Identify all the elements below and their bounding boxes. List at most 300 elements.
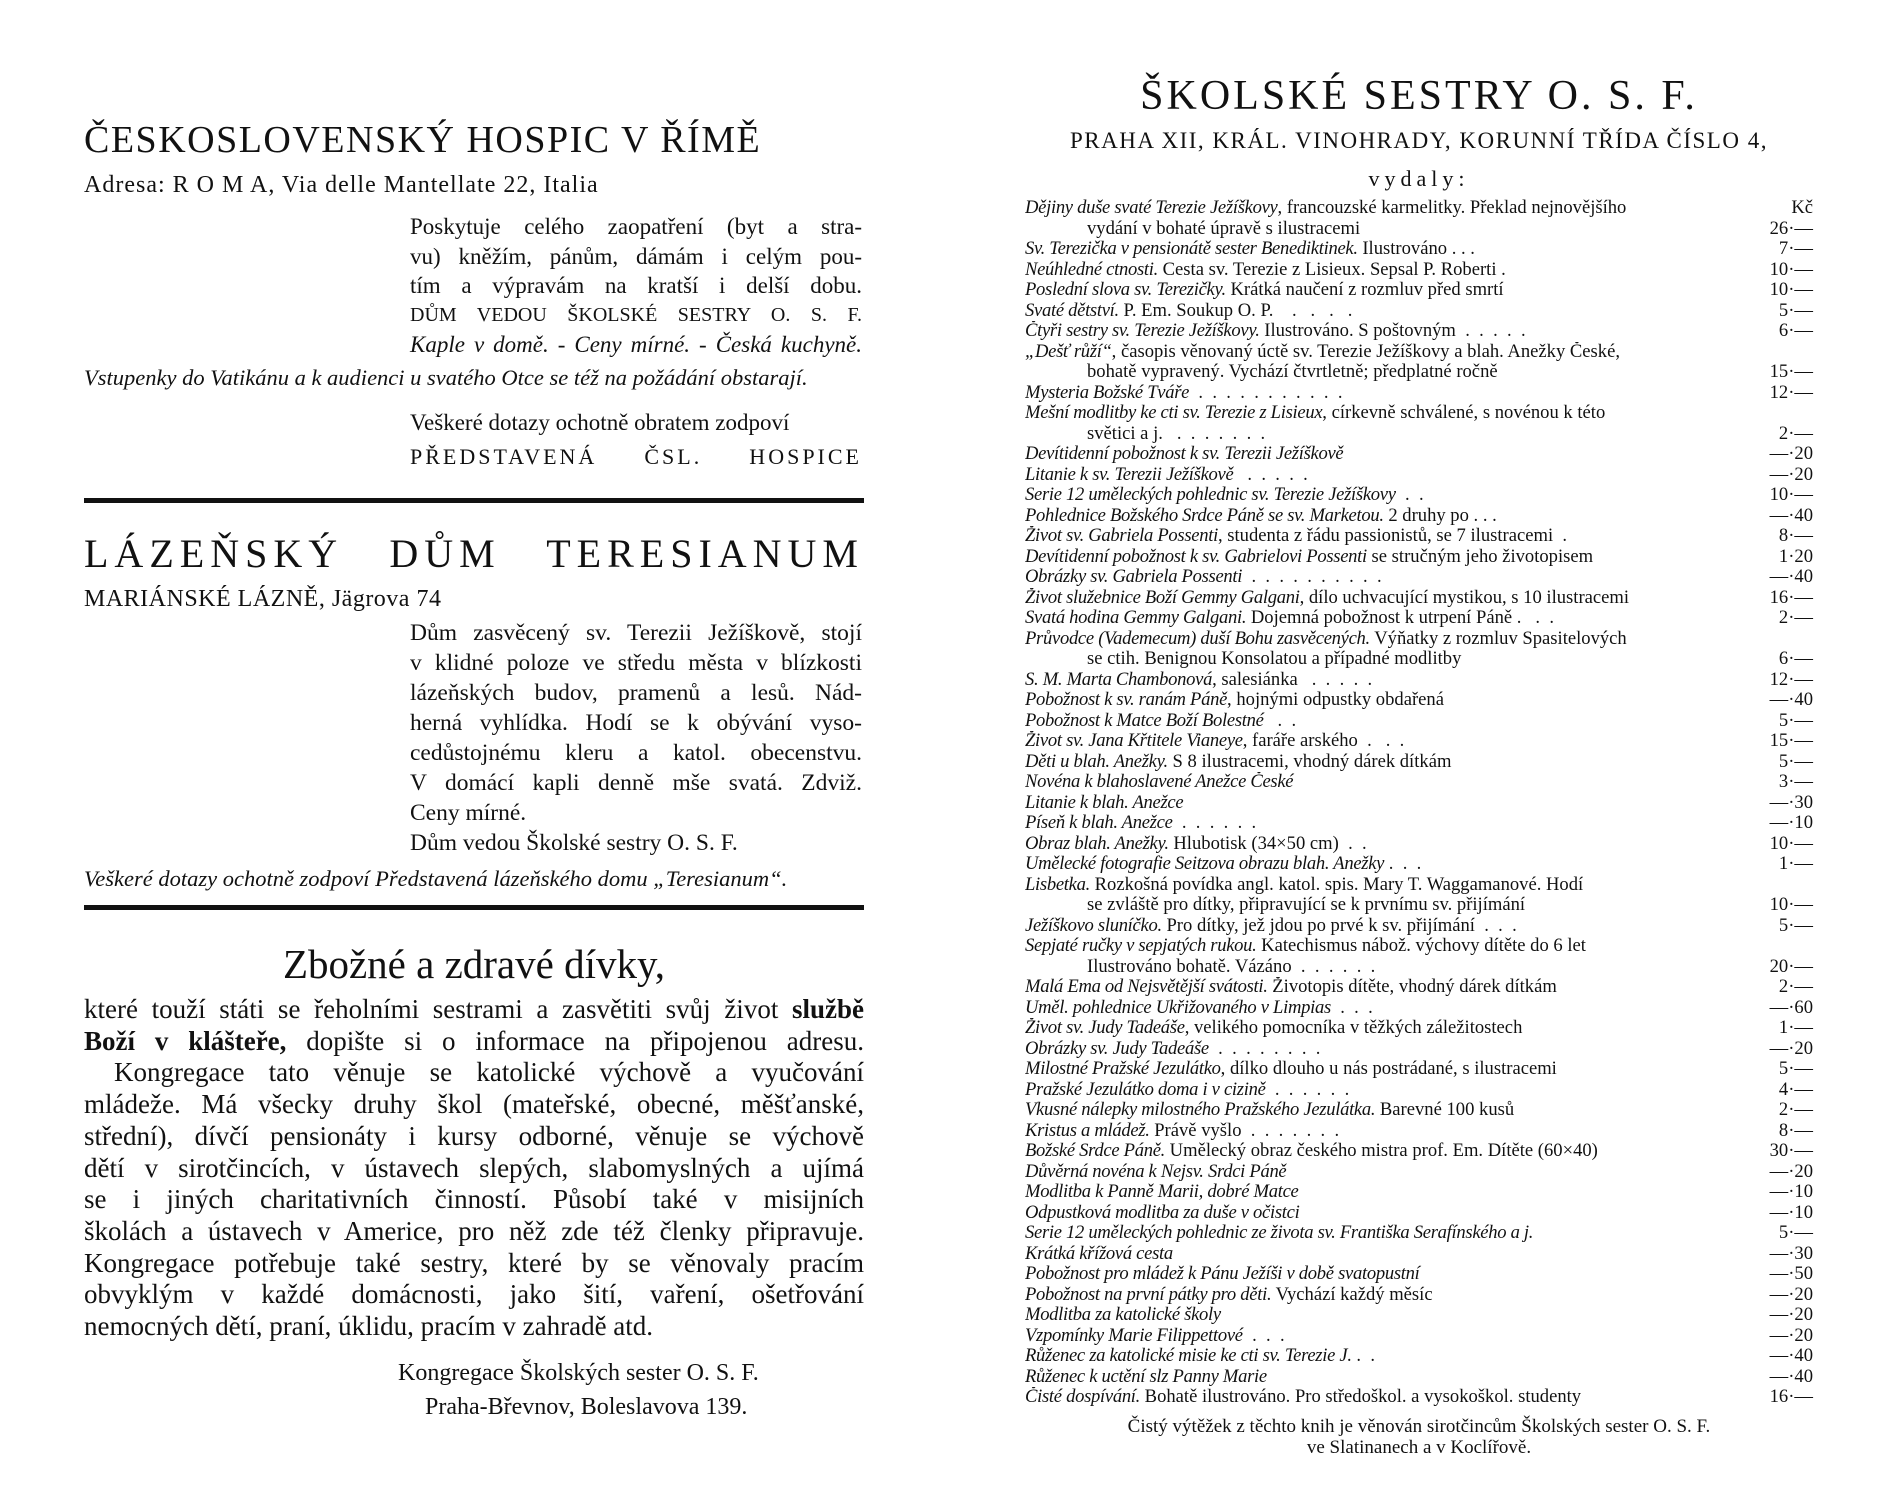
item-title: Mešní modlitby ke cti sv. Terezie z Lisieux [1025, 403, 1323, 423]
item-text: Ilustrováno bohatě. Vázáno . . . . . . [1087, 956, 1376, 977]
item-text [1025, 280, 1765, 301]
item-text [1025, 1182, 1765, 1203]
item-text [1025, 1203, 1765, 1224]
item-description: Hlubotisk (34×50 cm) . . [1168, 833, 1367, 854]
item-description: , dílko dlouho u nás postrádané, s ilustracemi [1220, 1059, 1557, 1079]
item-text [1025, 506, 1765, 527]
list-item-continuation [1025, 957, 1813, 978]
list-item [1025, 506, 1813, 527]
girls-signature-1: Kongregace Školských sester O. S. F. [398, 1360, 759, 1386]
item-price: 3·— [1778, 771, 1813, 792]
item-title: Devítidenní pobožnost k sv. Gabrielovi Possenti [1025, 546, 1367, 567]
item-title: Sv. Terezička v pensionátě sester Benediktinek. [1025, 239, 1358, 259]
proceeds-note [1025, 1416, 1813, 1458]
item-description: , salesiánka . . . . . [1212, 669, 1373, 690]
item-text [1025, 936, 1765, 957]
item-title: Děti u blah. Anežky. [1025, 751, 1168, 772]
item-title: Sepjaté ručky v sepjatých rukou. [1025, 936, 1257, 956]
text-line: tím a výpravám na kratší i delší dobu. [410, 273, 862, 298]
list-item-continuation [1025, 219, 1813, 240]
list-item [1025, 1223, 1813, 1244]
item-price: —·10 [1769, 812, 1813, 833]
publisher-address: PRAHA XII, KRÁL. VINOHRADY, KORUNNÍ TŘÍDA ČÍSLO 4, [1070, 128, 1768, 153]
item-title: Obrázky sv. Judy Tadeáše [1025, 1038, 1209, 1059]
list-item [1025, 1387, 1813, 1408]
item-price: —·40 [1769, 1345, 1813, 1366]
item-price: 30·— [1769, 1140, 1813, 1161]
hospic-address: Adresa: R O M A, Via delle Mantellate 22, Italia [84, 172, 599, 198]
emphasis: Boží v klášteře, [84, 1025, 287, 1056]
text-line: herná vyhlídka. Hodí se k obývání vyso- [410, 710, 862, 736]
item-text [1025, 731, 1765, 752]
item-title: Pobožnost k Matce Boží Bolestné [1025, 710, 1264, 731]
list-item [1025, 321, 1813, 342]
text-line: Kaple v domě. - Ceny mírné. - Česká kuchyně. [410, 332, 862, 357]
item-text [1025, 342, 1765, 363]
item-title: Ježíškovo sluníčko. [1025, 915, 1162, 936]
item-description: Ilustrováno. S poštovným . . . . . [1259, 321, 1526, 341]
item-title: Kristus a mládež. [1025, 1120, 1150, 1141]
list-item [1025, 875, 1813, 896]
item-price: 5·— [1778, 750, 1813, 772]
list-item [1025, 1203, 1813, 1224]
item-price: —·30 [1769, 1242, 1813, 1264]
item-price: 10·— [1769, 279, 1813, 300]
item-description: . . . [1384, 854, 1422, 874]
item-description: . . . . . [1233, 464, 1308, 485]
item-price: 4·— [1778, 1078, 1813, 1100]
item-description: Katechismus nábož. výchovy dítěte do 6 let [1256, 936, 1586, 956]
hospic-signature: PŘEDSTAVENÁ ČSL. HOSPICE [410, 444, 862, 469]
list-item [1025, 772, 1813, 793]
text-line: vu) kněžím, pánům, dámám i celým pou- [410, 243, 862, 269]
teresianum-address: MARIÁNSKÉ LÁZNĚ, Jägrova 74 [84, 586, 442, 612]
item-text [1025, 629, 1765, 650]
item-description: Bohatě ilustrováno. Pro středoškol. a vysokoškol. studenty [1140, 1387, 1582, 1407]
teresianum-inquiries: Veškeré dotazy ochotně zodpoví Představená lázeňského domu „Teresianum“. [84, 866, 788, 891]
item-text [1025, 1346, 1765, 1367]
divider [84, 498, 864, 503]
list-item [1025, 936, 1813, 957]
item-text: bohatě vypravený. Vychází čtvrtletně; předplatné ročně [1087, 362, 1498, 382]
item-title: Pohlednice Božského Srdce Páně se sv. Marketou. [1025, 505, 1384, 526]
list-item [1025, 1059, 1813, 1080]
item-text [1025, 875, 1765, 896]
item-description: Umělecký obraz českého mistra prof. Em. Dítěte (60×40) [1165, 1141, 1598, 1161]
item-price: 12·— [1769, 668, 1813, 690]
item-price: 16·— [1769, 1386, 1813, 1407]
item-text [1025, 1367, 1765, 1388]
item-price: 10·— [1769, 894, 1813, 915]
list-item [1025, 1264, 1813, 1285]
item-text [1025, 485, 1765, 506]
text-line: mládeže. Má všecky druhy škol (mateřské, obecné, měšťanské, [84, 1089, 864, 1120]
item-price: 2·— [1778, 422, 1813, 444]
item-price: 16·— [1769, 586, 1813, 608]
list-item [1025, 813, 1813, 834]
item-title: Neúhledné ctnosti. [1025, 259, 1158, 280]
item-price: 10·— [1769, 832, 1813, 854]
publication-list [1025, 198, 1813, 1408]
item-price: 20·— [1769, 955, 1813, 977]
hospic-inquiries: Veškeré dotazy ochotně obratem zodpoví [410, 410, 790, 435]
item-text [1025, 198, 1765, 219]
list-item [1025, 998, 1813, 1019]
list-item [1025, 383, 1813, 404]
item-text [1025, 260, 1765, 281]
item-description: . . [1263, 710, 1297, 731]
item-text: se ctih. Benignou Konsolatou a případné modlitby [1087, 649, 1462, 669]
item-title: Vkusné nálepky milostného Pražského Jezulátka. [1025, 1100, 1376, 1120]
item-price: —·10 [1769, 1181, 1813, 1202]
item-text [1025, 670, 1765, 691]
item-price: —·50 [1769, 1263, 1813, 1284]
hospic-title: ČESKOSLOVENSKÝ HOSPIC V ŘÍMĚ [84, 119, 762, 161]
item-description: Pro dítky, jež jdou po prvé k sv. přijímání . . . [1161, 915, 1517, 936]
teresianum-description [410, 618, 862, 858]
text-line: Kongregace tato věnuje se katolické výchově a vyučování [114, 1057, 864, 1088]
item-text [1025, 793, 1765, 814]
item-description: . . . . . . . . . . . [1189, 382, 1343, 403]
item-title: Poslední slova sv. Terezičky. [1025, 280, 1226, 300]
item-title: Obraz blah. Anežky. [1025, 833, 1169, 854]
item-text [1025, 526, 1765, 547]
item-text [1025, 588, 1765, 609]
currency-label: Kč [1791, 197, 1813, 218]
item-text [1025, 1162, 1765, 1183]
list-item [1025, 526, 1813, 547]
text-line: Dům vedou Školské sestry O. S. F. [410, 830, 738, 856]
text-span: které touží státi se řeholními sestrami a zasvětiti svůj život [84, 994, 792, 1024]
item-title: S. M. Marta Chambonová [1025, 669, 1213, 690]
item-price: —·20 [1769, 1283, 1813, 1305]
text-line: DŮM VEDOU ŠKOLSKÉ SESTRY O. S. F. [410, 303, 862, 326]
item-description: . . . . . . . . [1208, 1038, 1321, 1059]
girls-appeal [84, 994, 864, 1343]
list-item [1025, 711, 1813, 732]
item-title: Pobožnost pro mládež k Pánu Ježíši v době svatopustní [1025, 1264, 1420, 1284]
list-item-continuation [1025, 424, 1813, 445]
item-price: 2·— [1778, 607, 1813, 628]
item-price: —·20 [1769, 463, 1813, 485]
item-price: 5·— [1778, 299, 1813, 321]
list-item [1025, 342, 1813, 363]
text-line: obvyklým v každé domácnosti, jako šití, vaření, ošetřování [84, 1279, 864, 1310]
teresianum-title: LÁZEŇSKÝ DŮM TERESIANUM [84, 531, 864, 576]
item-text [1025, 321, 1765, 342]
list-item [1025, 1346, 1813, 1367]
item-title: Pražské Jezulátko doma i v cizině [1025, 1079, 1266, 1100]
item-description: Ilustrováno . . . [1357, 239, 1475, 259]
item-text [1025, 1264, 1765, 1285]
item-description: Životopis dítěte, vhodný dárek dítkám [1267, 977, 1557, 997]
item-text [1025, 813, 1765, 834]
text-line [84, 994, 864, 1026]
item-title: Serie 12 uměleckých pohlednic sv. Terezie Ježíškovy [1025, 485, 1396, 505]
item-text [1025, 1244, 1765, 1265]
list-item [1025, 403, 1813, 424]
text-line [84, 1026, 864, 1058]
item-title: Pobožnost na první pátky pro děti. [1025, 1284, 1272, 1305]
item-text [1025, 239, 1765, 260]
item-description: . . . . . . . . . . [1242, 567, 1382, 587]
item-price: 1·— [1778, 853, 1813, 874]
item-text: se zvláště pro dítky, připravující se k prvnímu sv. přijímání [1087, 895, 1526, 915]
item-text [1025, 977, 1765, 998]
item-description: 2 druhy po . . . [1383, 505, 1497, 526]
item-price: —·60 [1769, 996, 1813, 1018]
item-text [1025, 1326, 1765, 1347]
item-price: 10·— [1769, 258, 1813, 280]
item-price: —·20 [1769, 1037, 1813, 1059]
girls-title: Zbožné a zdravé dívky, [282, 941, 666, 987]
item-text [1025, 1018, 1765, 1039]
item-description: , hojnými odpustky obdařená [1227, 690, 1444, 710]
item-description: Barevné 100 kusů [1375, 1100, 1515, 1120]
item-price: —·20 [1769, 1304, 1813, 1325]
item-title: Devítidenní pobožnost k sv. Terezii Ježíškově [1025, 444, 1344, 464]
list-item [1025, 198, 1813, 219]
item-price: —·20 [1769, 1324, 1813, 1346]
list-item-continuation [1025, 895, 1813, 916]
item-price: 1·— [1778, 1017, 1813, 1038]
item-title: Pobožnost k sv. ranám Páně [1025, 690, 1228, 710]
list-item [1025, 1326, 1813, 1347]
list-item [1025, 239, 1813, 260]
list-item [1025, 1162, 1813, 1183]
list-item [1025, 608, 1813, 629]
emphasis: službě [791, 994, 864, 1024]
item-description: . . . . . . [1265, 1079, 1350, 1100]
list-item-continuation [1025, 649, 1813, 670]
item-price: —·10 [1769, 1201, 1813, 1223]
item-price: —·20 [1769, 1160, 1813, 1182]
item-title: Čtyři sestry sv. Terezie Ježíškovy. [1025, 321, 1260, 341]
item-text [1025, 465, 1765, 486]
item-description: Dojemná pobožnost k utrpení Páně . . . [1246, 608, 1554, 628]
text-line: Čistý výtěžek z těchto knih je věnován sirotčincům Školských sester O. S. F. [1127, 1416, 1711, 1437]
item-title: Vzpomínky Marie Filippettové [1025, 1325, 1243, 1346]
item-price [1765, 342, 1813, 363]
item-title: Čisté dospívání. [1025, 1387, 1141, 1407]
item-text [1025, 547, 1765, 568]
list-item-continuation [1025, 362, 1813, 383]
list-item [1025, 1039, 1813, 1060]
item-text: vydání v bohaté úpravě s ilustracemi [1087, 218, 1361, 239]
list-item [1025, 1141, 1813, 1162]
item-price: 8·— [1778, 1119, 1813, 1141]
item-text [1025, 1387, 1765, 1408]
list-item [1025, 977, 1813, 998]
item-text [1025, 567, 1765, 588]
item-price [1765, 403, 1813, 424]
item-text [1025, 1059, 1765, 1080]
item-description: P. Em. Soukup O. P. . . . . [1118, 300, 1353, 321]
list-item [1025, 567, 1813, 588]
item-text [1025, 1039, 1765, 1060]
list-item [1025, 588, 1813, 609]
item-title: Důvěrná novéna k Nejsv. Srdci Páně [1025, 1161, 1287, 1182]
item-text [1025, 916, 1765, 937]
item-price: 5·— [1778, 1222, 1813, 1243]
item-title: Růženec k uctění slz Panny Marie [1025, 1366, 1267, 1387]
text-line: Ceny mírné. [410, 800, 527, 826]
list-item [1025, 1080, 1813, 1101]
item-title: Uměl. pohlednice Ukřižovaného v Limpias [1025, 997, 1331, 1018]
text-line: Poskytuje celého zaopatření (byt a stra- [410, 214, 862, 239]
list-item [1025, 629, 1813, 650]
item-price: —·40 [1769, 504, 1813, 526]
item-text [1025, 690, 1765, 711]
item-description: . . . [1242, 1325, 1285, 1346]
item-title: Milostné Pražské Jezulátko [1025, 1059, 1221, 1079]
text-line: Kongregace potřebuje také sestry, které by se věnovaly pracím [84, 1247, 864, 1278]
item-text [1025, 834, 1765, 855]
text-line: střední), dívčí pensionáty i kursy odborné, věnuje se výchově [84, 1120, 864, 1151]
item-title: Život sv. Jana Křtitele Vianeye [1025, 731, 1243, 751]
list-item [1025, 1285, 1813, 1306]
item-price: —·20 [1769, 443, 1813, 464]
item-price [1765, 936, 1813, 957]
item-text [1025, 1223, 1765, 1244]
item-description: , církevně schválené, s novénou k této [1322, 403, 1606, 423]
item-price: 5·— [1778, 1058, 1813, 1079]
text-line: lázeňských budov, pramenů a lesů. Nád- [410, 680, 862, 706]
list-item [1025, 1305, 1813, 1326]
item-title: Božské Srdce Páně. [1025, 1141, 1166, 1161]
list-item [1025, 793, 1813, 814]
text-line: v klidné poloze ve středu města v blízkosti [410, 650, 862, 676]
item-price: 12·— [1769, 381, 1813, 403]
text-line: V domácí kapli denně mše svatá. Zdviž. [410, 770, 862, 796]
item-price: 8·— [1778, 525, 1813, 546]
item-text [1025, 998, 1765, 1019]
text-line: nemocných dětí, praní, úklidu, pracím v zahradě atd. [84, 1311, 654, 1342]
list-item [1025, 444, 1813, 465]
item-price [1765, 875, 1813, 896]
list-item [1025, 485, 1813, 506]
text-line: se i jiných charitativních činností. Působí také v misijních [84, 1184, 864, 1215]
item-text [1025, 403, 1765, 424]
item-price: 15·— [1769, 730, 1813, 751]
list-item [1025, 1244, 1813, 1265]
item-title: Serie 12 uměleckých pohlednic ze života sv. Františka Serafínského a j. [1025, 1223, 1534, 1243]
item-description: , dílo uchvacující mystikou, s 10 ilustracemi [1299, 587, 1630, 608]
hospic-description [410, 212, 862, 360]
item-text [1025, 383, 1765, 404]
item-price [1765, 629, 1813, 650]
item-text [1025, 1100, 1765, 1121]
item-title: Obrázky sv. Gabriela Possenti [1025, 567, 1243, 587]
item-description: , francouzské karmelitky. Překlad nejnovějšího [1277, 198, 1627, 218]
list-item [1025, 916, 1813, 937]
item-title: Růženec za katolické misie ke cti sv. Terezie J. [1025, 1346, 1352, 1366]
item-title: Dějiny duše svaté Terezie Ježíškovy [1025, 198, 1278, 218]
item-title: Modlitba za katolické školy [1025, 1305, 1221, 1325]
item-description: Cesta sv. Terezie z Lisieux. Sepsal P. Roberti . [1158, 259, 1506, 280]
item-price: 5·— [1778, 914, 1813, 936]
item-description: , velikého pomocníka v těžkých záležitostech [1184, 1018, 1523, 1038]
text-line: dětí v sirotčincích, v ústavech slepých, slabomyslných a ujímá [84, 1152, 864, 1183]
item-title: Modlitba k Panně Marii, dobré Matce [1025, 1182, 1299, 1202]
item-description: Právě vyšlo . . . . . . . [1149, 1120, 1340, 1141]
item-price: 10·— [1769, 484, 1813, 505]
item-title: Litanie k sv. Terezii Ježíškově [1025, 464, 1234, 485]
item-title: Malá Ema od Nejsvětější svátosti. [1025, 977, 1268, 997]
item-title: Život sv. Gabriela Possenti [1025, 526, 1218, 546]
list-item [1025, 260, 1813, 281]
item-title: Svatá hodina Gemmy Galgani. [1025, 608, 1247, 628]
item-price: 2·— [1778, 976, 1813, 997]
list-item [1025, 670, 1813, 691]
item-price: 2·— [1778, 1099, 1813, 1120]
text-line: cedůstojnému kleru a katol. obecenstvu. [410, 740, 862, 766]
item-text [1025, 711, 1765, 732]
item-text [1025, 772, 1765, 793]
item-title: Průvodce (Vademecum) duší Bohu zasvěcených. [1025, 628, 1370, 649]
item-text [1025, 752, 1765, 773]
item-title: Umělecké fotografie Seitzova obrazu blah. Anežky [1025, 854, 1385, 874]
girls-signature-2: Praha-Břevnov, Boleslavova 139. [425, 1394, 748, 1420]
text-span: dopište si o informace na připojenou adresu. [286, 1025, 864, 1056]
item-title: Novéna k blahoslavené Anežce České [1025, 772, 1294, 792]
item-description: , časopis věnovaný úctě sv. Terezie Ježíškovy a blah. Anežky České, [1111, 341, 1620, 362]
item-description: , faráře arského . . . [1242, 731, 1405, 751]
list-item [1025, 280, 1813, 301]
item-title: Odpustková modlitba za duše v očistci [1025, 1202, 1300, 1223]
publisher-title: ŠKOLSKÉ SESTRY O. S. F. [1140, 73, 1698, 119]
item-text [1025, 608, 1765, 629]
list-item [1025, 834, 1813, 855]
list-item [1025, 301, 1813, 322]
item-price: 5·— [1778, 709, 1813, 731]
hospic-vatican-note: Vstupenky do Vatikánu a k audienci u svatého Otce se též na požádání obstarají. [84, 365, 808, 390]
item-price: —·40 [1769, 689, 1813, 710]
item-title: „Dešť růží“ [1025, 341, 1112, 362]
item-text [1025, 1080, 1765, 1101]
list-item [1025, 1121, 1813, 1142]
list-item [1025, 465, 1813, 486]
item-title: Píseň k blah. Anežce [1025, 813, 1173, 833]
list-item [1025, 690, 1813, 711]
item-description: . . . . . . [1172, 813, 1257, 833]
item-description: Vychází každý měsíc [1271, 1284, 1433, 1305]
list-item [1025, 731, 1813, 752]
item-description: se stručným jeho životopisem [1366, 546, 1594, 567]
item-description: Rozkošná povídka angl. katol. spis. Mary T. Waggamanové. Hodí [1089, 874, 1584, 895]
divider [84, 905, 864, 910]
item-title: Život sv. Judy Tadeáše [1025, 1018, 1185, 1038]
item-text: světici a j. . . . . . . . [1087, 423, 1266, 444]
item-price: 7·— [1778, 238, 1813, 259]
list-item [1025, 1018, 1813, 1039]
item-description: . . [1395, 485, 1424, 505]
text-line: ve Slatinanech a v Koclířově. [1306, 1437, 1532, 1458]
list-item [1025, 752, 1813, 773]
item-description: Výňatky z rozmluv Spasitelových [1369, 628, 1627, 649]
item-price: 6·— [1778, 648, 1813, 669]
published-label: vydaly: [1368, 166, 1470, 191]
item-description: , studenta z řádu passionistů, se 7 ilustracemi . [1217, 526, 1568, 546]
list-item [1025, 1182, 1813, 1203]
item-title: Krátká křížová cesta [1025, 1243, 1173, 1264]
item-description: S 8 ilustracemi, vhodný dárek dítkám [1167, 751, 1452, 772]
item-text [1025, 1305, 1765, 1326]
item-price: 1·20 [1778, 545, 1813, 567]
list-item [1025, 547, 1813, 568]
item-title: Svaté dětství. [1025, 300, 1119, 321]
item-title: Lisbetka. [1025, 874, 1090, 895]
